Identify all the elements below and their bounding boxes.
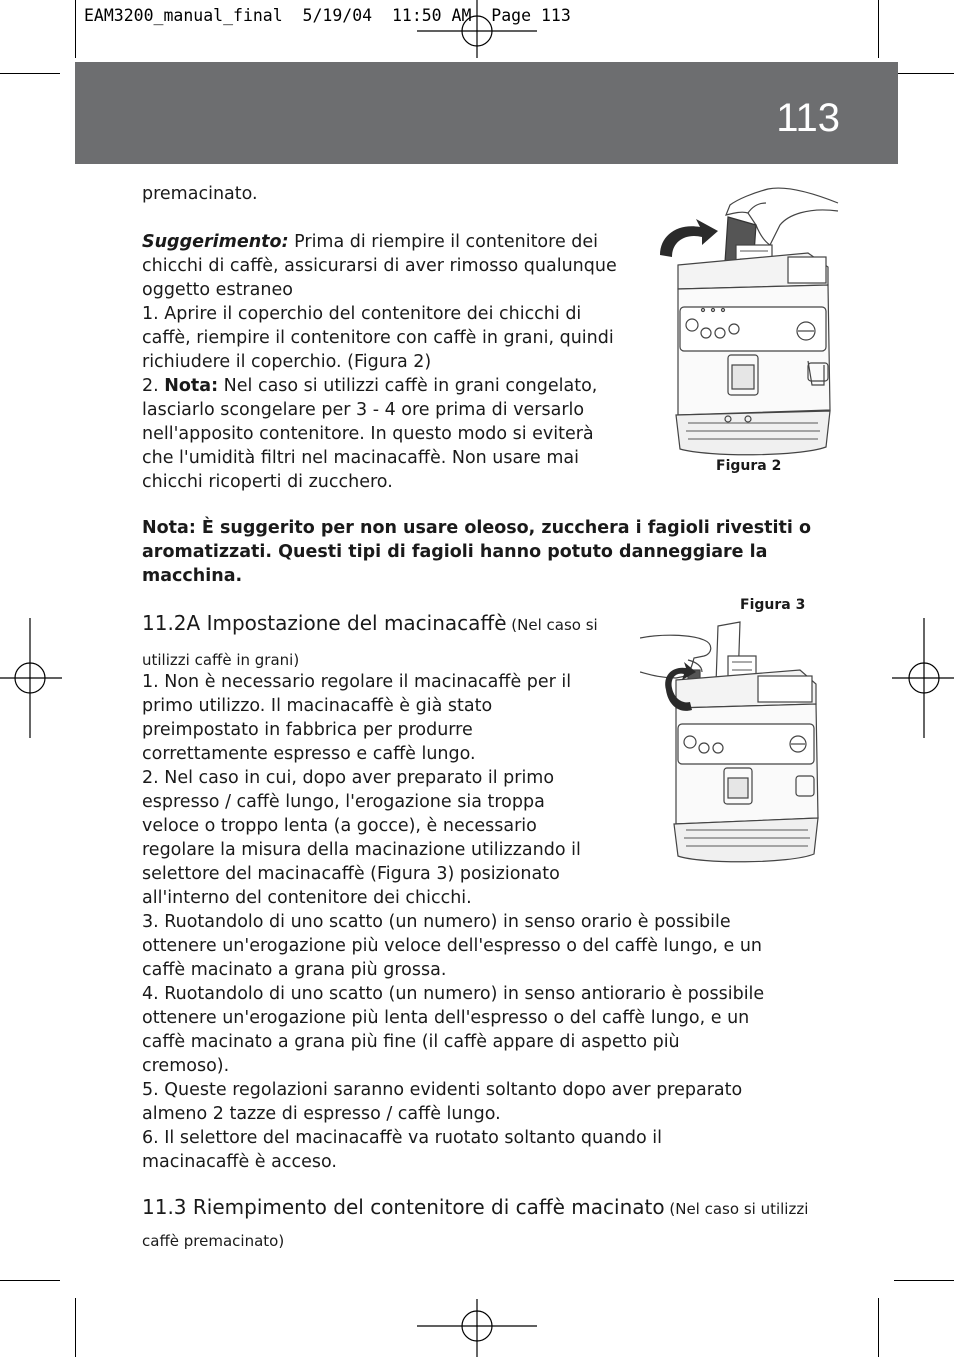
text-line: 1. Non è necessario regolare il macinacaffè per il (142, 672, 572, 692)
text-line: aromatizzati. Questi tipi di fagioli hanno potuto danneggiare la (142, 542, 768, 562)
crop-mark (0, 73, 60, 74)
text-line: veloce o troppo lenta (a gocce), è necessario (142, 816, 537, 836)
crop-mark (894, 1280, 954, 1281)
crop-mark (0, 1280, 60, 1281)
text-line: 6. Il selettore del macinacaffè va ruotato soltanto quando il (142, 1128, 662, 1148)
text-line: 1. Aprire il coperchio del contenitore dei chicchi di (142, 304, 582, 324)
crop-mark (75, 0, 76, 58)
text-line: 2. (142, 376, 165, 396)
note-label: Nota: (164, 376, 219, 396)
text-line: macchina. (142, 566, 243, 586)
text-line: caffè macinato a grana più grossa. (142, 960, 447, 980)
section-heading-11-3 (142, 1195, 808, 1219)
text-line: macinacaffè è acceso. (142, 1152, 337, 1172)
text-line: regolare la misura della macinazione utilizzando il (142, 840, 581, 860)
section-subtitle: (Nel caso si (506, 616, 598, 634)
text-line: all'interno del contenitore dei chicchi. (142, 888, 472, 908)
text-line: Nota: È suggerito per non usare oleoso, zucchera i fagioli rivestiti o (142, 518, 811, 538)
text-line: caffè, riempire il contenitore con caffè in grani, quindi (142, 328, 614, 348)
text-line: ottenere un'erogazione più lenta dell'espresso o del caffè lungo, e un (142, 1008, 750, 1028)
figure-2-coffee-machine-illustration (648, 185, 843, 460)
tip-label: Suggerimento: (142, 232, 289, 252)
rotation-arrow-icon (660, 219, 718, 257)
warning-note (142, 516, 811, 588)
text-line: 3. Ruotandolo di uno scatto (un numero) in senso orario è possibile (142, 912, 731, 932)
text-line: espresso / caffè lungo, l'erogazione sia troppa (142, 792, 545, 812)
section-subtitle-line (142, 1227, 284, 1251)
registration-mark-icon (892, 618, 954, 738)
note-paragraph (142, 374, 617, 398)
print-slug: EAM3200_manual_final 5/19/04 11:50 AM Page 113 (84, 6, 571, 25)
figure-3-grinder-adjustment-illustration (640, 618, 825, 873)
text-line: 5. Queste regolazioni saranno evidenti soltanto dopo aver preparato (142, 1080, 743, 1100)
text-line: 4. Ruotandolo di uno scatto (un numero) in senso antiorario è possibile (142, 984, 765, 1004)
intro-text (142, 182, 617, 494)
text-line: correttamente espresso e caffè lungo. (142, 744, 476, 764)
text-line: lasciarlo scongelare per 3 - 4 ore prima di versarlo (142, 400, 585, 420)
crop-mark (75, 1298, 76, 1357)
crop-mark (878, 1298, 879, 1357)
crop-mark (894, 73, 954, 74)
text-line: preimpostato in fabbrica per produrre (142, 720, 473, 740)
text-line: chicchi di caffè, assicurarsi di aver rimosso qualunque (142, 256, 617, 276)
text-line: caffè macinato a grana più fine (il caffè appare di aspetto più (142, 1032, 680, 1052)
registration-mark-icon (417, 0, 537, 60)
figure-2-caption: Figura 2 (716, 458, 782, 474)
section-heading-11-2a (142, 611, 598, 635)
page-number: 113 (776, 96, 840, 140)
section-subtitle: utilizzi caffè in grani) (142, 651, 300, 669)
registration-mark-icon (0, 618, 62, 738)
text-line: ottenere un'erogazione più veloce dell'espresso o del caffè lungo, e un (142, 936, 763, 956)
text-line: oggetto estraneo (142, 280, 293, 300)
section-subtitle-line (142, 646, 299, 670)
section-subtitle: (Nel caso si utilizzi (664, 1200, 809, 1218)
text-line: cremoso). (142, 1056, 230, 1076)
text-line: premacinato. (142, 184, 258, 204)
text-line: selettore del macinacaffè (Figura 3) posizionato (142, 864, 560, 884)
text-line: Nel caso si utilizzi caffè in grani congelato, (218, 376, 598, 396)
text-line: chicchi ricoperti di zucchero. (142, 472, 393, 492)
registration-mark-icon (417, 1297, 537, 1357)
text-line: richiudere il coperchio. (Figura 2) (142, 352, 432, 372)
text-line: primo utilizzo. Il macinacaffè è già stato (142, 696, 493, 716)
section-subtitle: caffè premacinato) (142, 1232, 285, 1250)
text-line: 2. Nel caso in cui, dopo aver preparato il primo (142, 768, 555, 788)
header-bar (75, 62, 898, 164)
figure-3-caption: Figura 3 (740, 597, 806, 613)
section-title: 11.2A Impostazione del macinacaffè (142, 611, 507, 635)
text-line: che l'umidità filtri nel macinacaffè. Non usare mai (142, 448, 580, 468)
section-title: 11.3 Riempimento del contenitore di caffè macinato (142, 1195, 665, 1219)
crop-mark (878, 0, 879, 58)
tip-paragraph (142, 230, 617, 254)
text-line: Prima di riempire il contenitore dei (288, 232, 599, 252)
text-line: nell'apposito contenitore. In questo modo si eviterà (142, 424, 594, 444)
text-line: almeno 2 tazze di espresso / caffè lungo. (142, 1104, 501, 1124)
